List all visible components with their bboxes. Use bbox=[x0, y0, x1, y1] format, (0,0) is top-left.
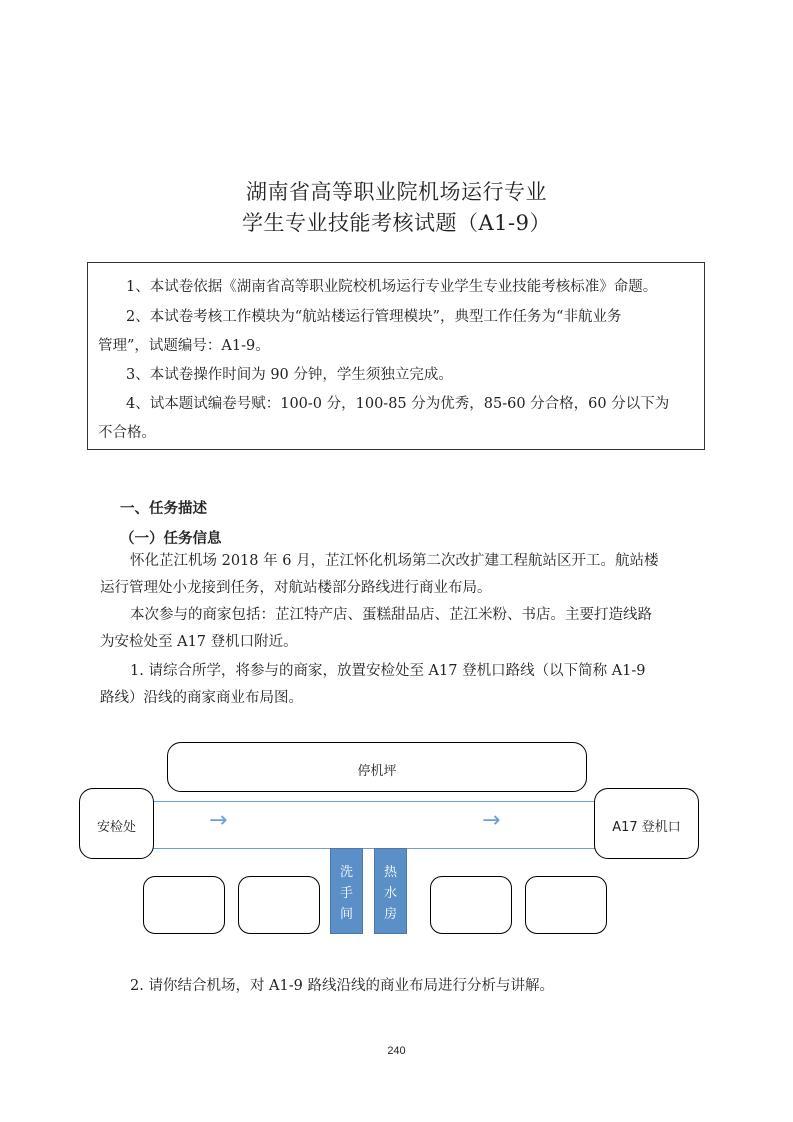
section-heading: 一、任务描述 bbox=[120, 501, 207, 517]
restroom-char: 间 bbox=[339, 907, 353, 922]
notice-item-4: 4、试本题试编卷号赋：100-0 分，100-85 分为优秀，85-60 分合格，60 分以下为 bbox=[126, 396, 670, 412]
apron-label: 停机坪 bbox=[357, 764, 397, 779]
document-title-line1: 湖南省高等职业院机场运行专业 bbox=[246, 180, 547, 204]
question-1-cont: 路线）沿线的商家商业布局图。 bbox=[100, 690, 303, 706]
notice-item-1: 1、本试卷依据《湖南省高等职业院校机场运行专业学生专业技能考核标准》命题。 bbox=[126, 279, 658, 295]
task-paragraph-2: 本次参与的商家包括：芷江特产店、蛋糕甜品店、芷江米粉、书店。主要打造线路 bbox=[130, 607, 652, 623]
page-number: 240 bbox=[387, 1045, 406, 1057]
notice-item-2-cont: 管理”，试题编号：A1-9。 bbox=[98, 338, 270, 354]
corridor-top-line bbox=[152, 801, 595, 802]
security-label: 安检处 bbox=[96, 820, 136, 835]
question-2: 2. 请你结合机场，对 A1-9 路线沿线的商业布局进行分析与讲解。 bbox=[130, 978, 554, 994]
apron-box bbox=[167, 742, 587, 792]
gate-label: A17 登机口 bbox=[612, 820, 681, 835]
task-paragraph-2-cont: 为安检处至 A17 登机口附近。 bbox=[100, 634, 298, 650]
security-checkpoint-box bbox=[79, 788, 154, 859]
hot-water-char: 水 bbox=[383, 886, 397, 901]
hot-water-char: 热 bbox=[383, 865, 397, 880]
question-1: 1. 请综合所学，将参与的商家，放置安检处至 A17 登机口路线（以下简称 A1-9 bbox=[130, 663, 646, 679]
flow-arrow-icon: → bbox=[209, 808, 228, 833]
restroom-char: 洗 bbox=[339, 865, 353, 880]
subsection-heading: （一）任务信息 bbox=[120, 531, 222, 547]
task-paragraph-1-cont: 运行管理处小龙接到任务，对航站楼部分路线进行商业布局。 bbox=[100, 580, 492, 596]
shop-slot-1 bbox=[143, 876, 225, 934]
shop-slot-2 bbox=[238, 876, 320, 934]
hot-water-room-block bbox=[374, 848, 407, 934]
task-paragraph-1: 怀化芷江机场 2018 年 6 月，芷江怀化机场第二次改扩建工程航站区开工。航站楼 bbox=[130, 553, 659, 569]
restroom-block bbox=[330, 848, 363, 934]
document-title-line2: 学生专业技能考核试题（A1-9） bbox=[242, 211, 551, 235]
notice-item-3: 3、本试卷操作时间为 90 分钟，学生须独立完成。 bbox=[126, 367, 453, 383]
hot-water-char: 房 bbox=[383, 907, 397, 922]
exam-notice-box bbox=[87, 262, 705, 450]
notice-item-2: 2、本试卷考核工作模块为“航站楼运行管理模块”，典型工作任务为“非航业务 bbox=[126, 309, 622, 325]
gate-a17-box bbox=[594, 788, 699, 859]
shop-slot-3 bbox=[430, 876, 512, 934]
flow-arrow-icon: → bbox=[482, 808, 501, 833]
notice-item-4-cont: 不合格。 bbox=[98, 425, 156, 441]
shop-slot-4 bbox=[525, 876, 607, 934]
restroom-char: 手 bbox=[339, 886, 353, 901]
